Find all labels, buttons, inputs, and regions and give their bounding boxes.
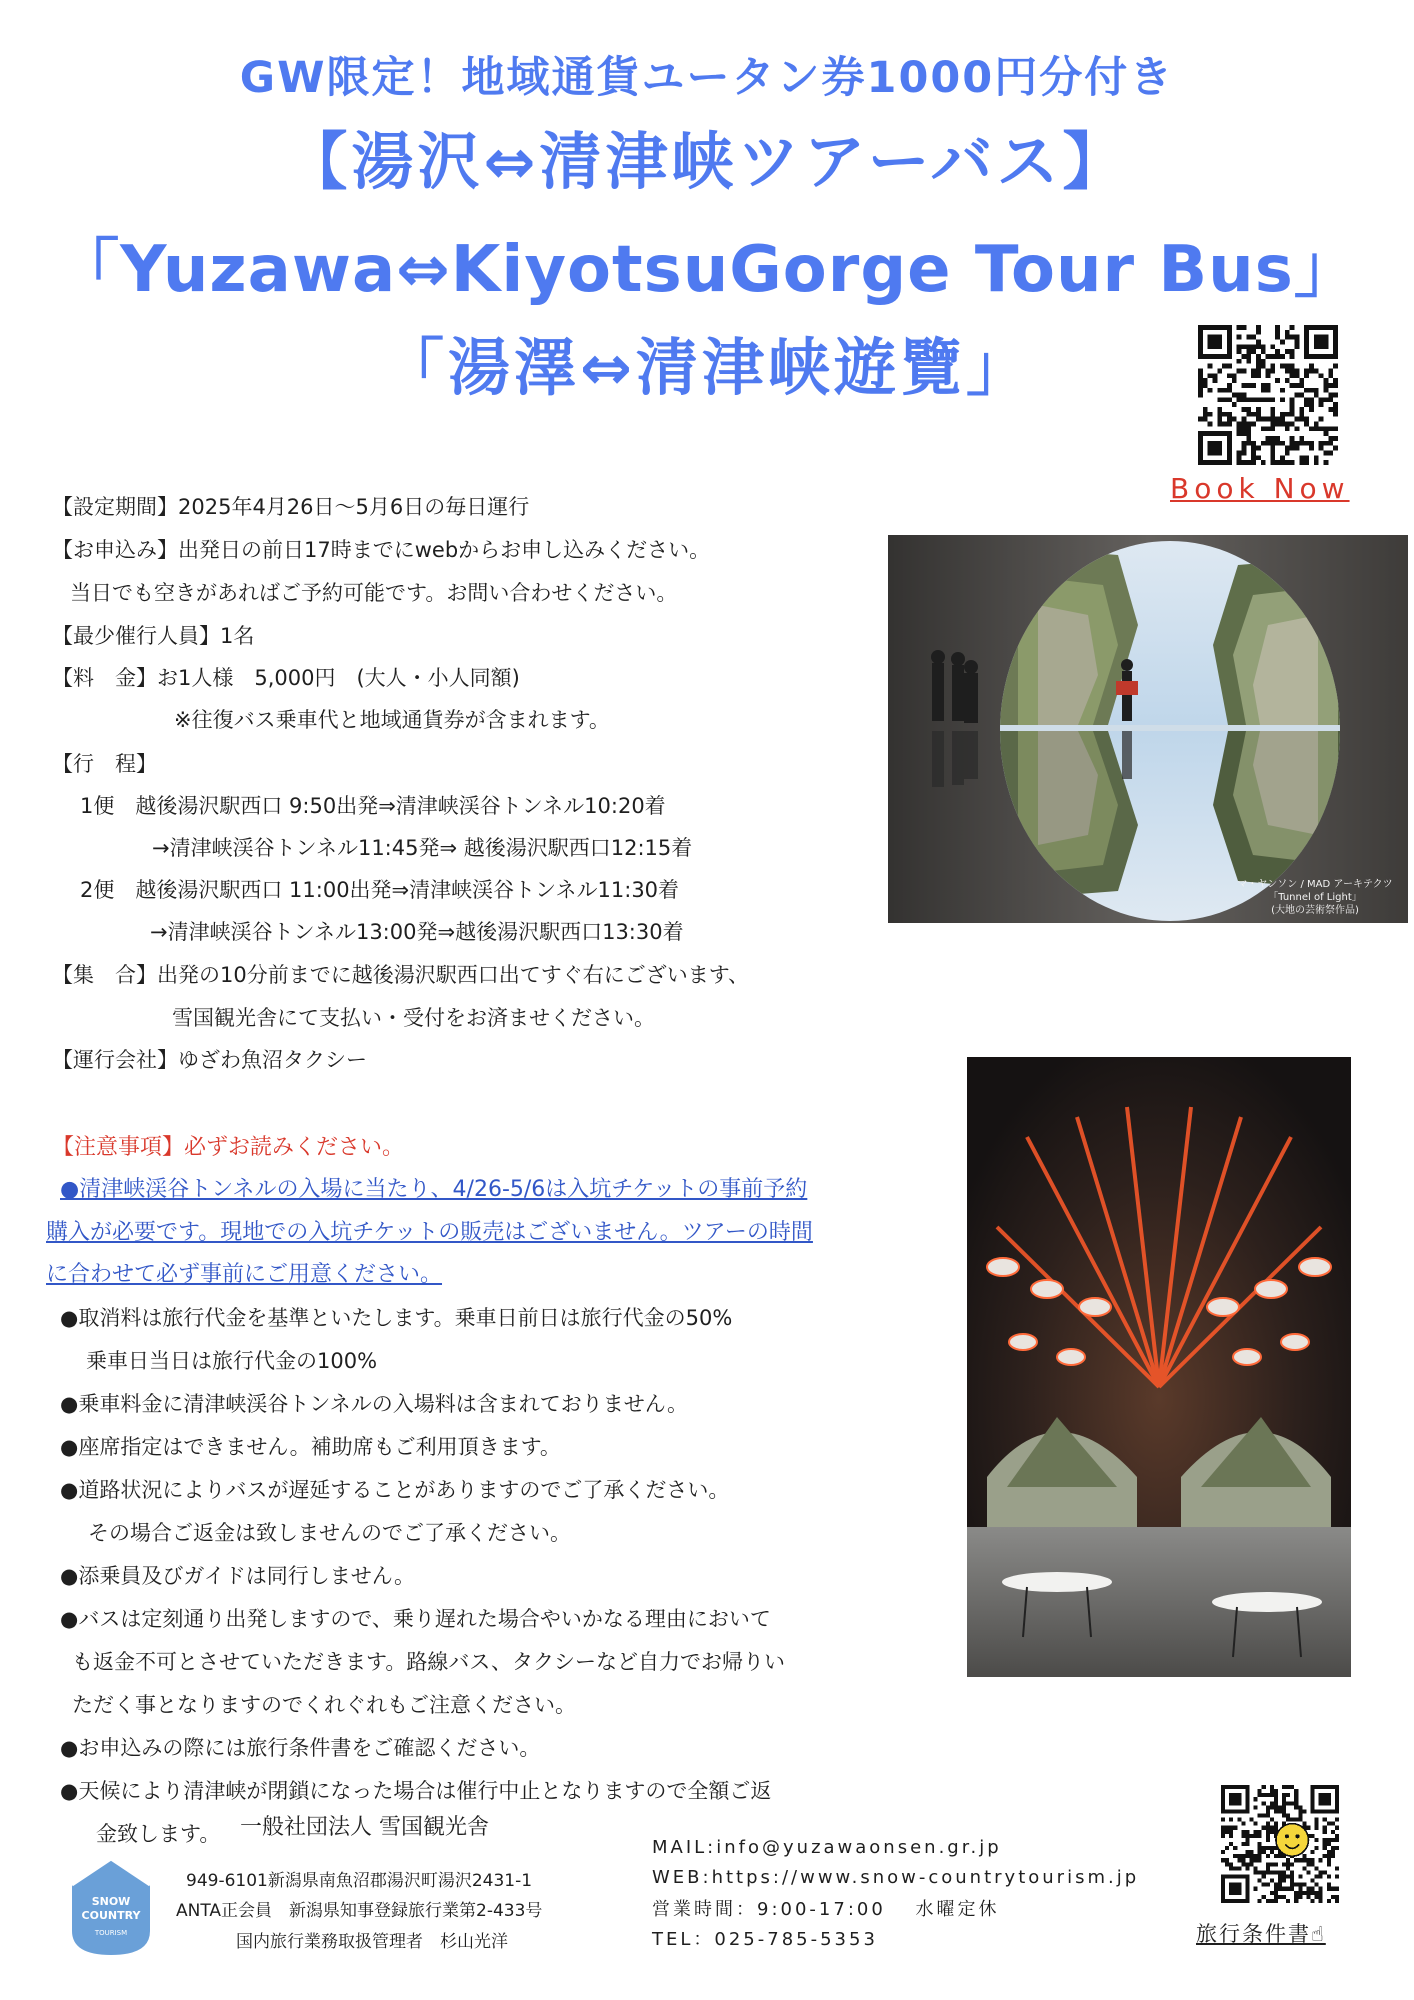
info-apply-note: 当日でも空きがあればご予約可能です。お問い合わせください。 <box>70 581 678 605</box>
org-address: 949-6101新潟県南魚沼郡湯沢町湯沢2431-1 <box>186 1871 533 1891</box>
caution-item: ●天候により清津峡が閉鎖になった場合は催行中止となりますので全額ご返 <box>60 1779 772 1803</box>
info-operator: 【運行会社】ゆざわ魚沼タクシー <box>52 1048 367 1072</box>
info-min-people: 【最少催行人員】1名 <box>52 624 255 648</box>
caution-item: ●乗車料金に清津峡渓谷トンネルの入場料は含まれておりません。 <box>60 1392 688 1416</box>
book-now-link[interactable]: Book Now <box>1170 472 1350 505</box>
logo-text-line-1: SNOW <box>91 1895 131 1908</box>
photo-credit-line-1: マ・ヤンソン / MAD アーキテクツ <box>1237 879 1393 890</box>
info-apply: 【お申込み】出発日の前日17時までにwebからお申し込みください。 <box>52 538 711 562</box>
caution-item: ●座席指定はできません。補助席もご利用頂きます。 <box>60 1435 561 1459</box>
photo-credit-line-3: (大地の芸術祭作品) <box>1271 905 1359 916</box>
info-trip1-line2: →清津峡渓谷トンネル11:45発⇒ 越後湯沢駅西口12:15着 <box>152 836 693 860</box>
info-trip2-line2: →清津峡渓谷トンネル13:00発⇒越後湯沢駅西口13:30着 <box>150 920 684 944</box>
contact-hours: 営業時間：9:00-17:00 水曜定休 <box>652 1899 1000 1920</box>
caution-title: 【注意事項】必ずお読みください。 <box>52 1135 405 1160</box>
contact-tel: TEL：025-785-5353 <box>652 1929 878 1950</box>
info-trip1-line1: 1便 越後湯沢駅西口 9:50出発⇒清津峡渓谷トンネル10:20着 <box>80 794 666 818</box>
info-trip2-line1: 2便 越後湯沢駅西口 11:00出発⇒清津峡渓谷トンネル11:30着 <box>80 878 680 902</box>
photo-credit-line-2: 「Tunnel of Light」 <box>1268 892 1362 903</box>
caution-item: 金致します。 <box>96 1822 221 1846</box>
info-itinerary-title: 【行 程】 <box>52 752 157 776</box>
caution-item: ●取消料は旅行代金を基準といたします。乗車日前日は旅行代金の50% <box>60 1306 733 1330</box>
header-line-1: GW限定！地域通貨ユータン券1000円分付き <box>239 53 1175 103</box>
tunnel-light-photo <box>967 1057 1351 1677</box>
logo-text-line-2: COUNTRY <box>81 1909 141 1922</box>
contact-mail[interactable]: MAIL:info@yuzawaonsen.gr.jp <box>652 1837 1002 1858</box>
tunnel-reflection-photo <box>888 535 1408 923</box>
caution-highlight-line-1: ●清津峡渓谷トンネルの入場に当たり、4/26-5/6は入坑チケットの事前予約 <box>60 1177 808 1202</box>
contact-web[interactable]: WEB:https://www.snow-countrytourism.jp <box>652 1867 1140 1888</box>
header-line-3: 「Yuzawa⇔KiyotsuGorge Tour Bus」 <box>55 233 1359 307</box>
info-price-note: ※往復バス乗車代と地域通貨券が含まれます。 <box>174 708 610 732</box>
info-meet-note: 雪国観光舎にて支払い・受付をお済ませください。 <box>172 1006 655 1030</box>
terms-qr-code-icon[interactable] <box>1221 1785 1339 1903</box>
terms-link[interactable]: 旅行条件書☝ <box>1196 1922 1326 1946</box>
logo-text-line-3: TOURISM <box>94 1929 128 1937</box>
info-price: 【料 金】お1人様 5,000円 (大人・小人同額) <box>52 666 520 690</box>
snow-country-tourism-logo <box>64 1855 158 1959</box>
qr-code-icon[interactable] <box>1198 325 1338 465</box>
org-name: 一般社団法人 雪国観光舎 <box>240 1815 489 1840</box>
caution-item: ●添乗員及びガイドは同行しません。 <box>60 1564 415 1588</box>
info-period: 【設定期間】2025年4月26日～5月6日の毎日運行 <box>52 495 530 519</box>
caution-item: ●道路状況によりバスが遅延することがありますのでご了承ください。 <box>60 1478 730 1502</box>
caution-item: も返金不可とさせていただきます。路線バス、タクシーなど自力でお帰りい <box>72 1650 785 1674</box>
caution-highlight-line-3: に合わせて必ず事前にご用意ください。 <box>46 1262 443 1287</box>
org-manager: 国内旅行業務取扱管理者 杉山光洋 <box>236 1932 508 1952</box>
caution-item: ●お申込みの際には旅行条件書をご確認ください。 <box>60 1736 541 1760</box>
caution-item: その場合ご返金は致しませんのでご了承ください。 <box>88 1521 571 1545</box>
caution-item: 乗車日当日は旅行代金の100% <box>86 1349 378 1373</box>
header-line-4: 「湯澤⇔清津峡遊覽」 <box>382 331 1032 404</box>
caution-item: ただく事となりますのでくれぐれもご注意ください。 <box>72 1693 576 1717</box>
caution-item: ●バスは定刻通り出発しますので、乗り遅れた場合やいかなる理由において <box>60 1607 771 1631</box>
org-registration: ANTA正会員 新潟県知事登録旅行業第2-433号 <box>176 1901 543 1921</box>
info-meet: 【集 合】出発の10分前までに越後湯沢駅西口出てすぐ右にございます、 <box>52 963 750 987</box>
header-line-2: 【湯沢⇔清津峡ツアーバス】 <box>285 125 1129 198</box>
caution-highlight-line-2: 購入が必要です。現地での入坑チケットの販売はございません。ツアーの時間 <box>46 1220 813 1245</box>
